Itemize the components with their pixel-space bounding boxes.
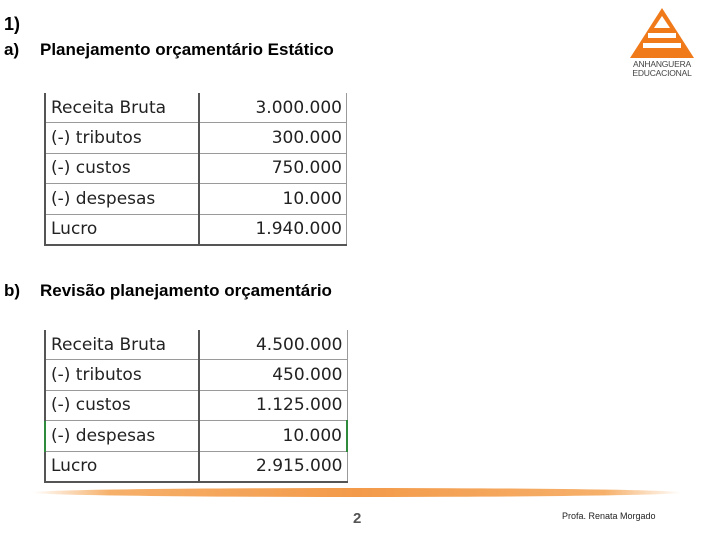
table-row	[45, 421, 347, 451]
author-credit: Profa. Renata Morgado	[562, 511, 656, 521]
section-b-letter: b)	[4, 281, 21, 300]
row-label: Lucro	[45, 451, 199, 482]
logo-line-1: ANHANGUERA	[633, 59, 691, 69]
table-row	[45, 153, 347, 183]
question-number: 1)	[4, 14, 21, 34]
section-a-heading	[4, 40, 334, 60]
row-value: 450.000	[199, 360, 347, 390]
row-value: 10.000	[199, 421, 347, 451]
row-label: Receita Bruta	[45, 330, 199, 360]
table-row	[45, 214, 347, 245]
table-row	[45, 184, 347, 214]
row-label: (-) custos	[45, 153, 199, 183]
row-value: 2.915.000	[199, 451, 347, 482]
section-b-heading	[4, 281, 332, 301]
table-row	[45, 330, 347, 360]
row-label: (-) despesas	[45, 421, 199, 451]
table-row	[45, 123, 347, 153]
section-a-letter: a)	[4, 40, 20, 59]
row-value: 750.000	[199, 153, 347, 183]
anhanguera-logo	[626, 6, 698, 80]
row-label: Receita Bruta	[45, 93, 199, 123]
row-value: 300.000	[199, 123, 347, 153]
section-a-title: Planejamento orçamentário Estático	[40, 40, 334, 59]
row-value: 1.125.000	[199, 390, 347, 420]
table-row	[45, 93, 347, 123]
row-label: Lucro	[45, 214, 199, 245]
table-row	[45, 360, 347, 390]
row-value: 1.940.000	[199, 214, 347, 245]
row-label: (-) despesas	[45, 184, 199, 214]
logo-line-2: EDUCACIONAL	[632, 68, 692, 78]
row-value: 10.000	[199, 184, 347, 214]
footer-divider	[32, 488, 682, 497]
page-number: 2	[353, 510, 362, 527]
logo-triangle-icon	[626, 6, 698, 60]
table-row	[45, 451, 347, 482]
row-value: 3.000.000	[199, 93, 347, 123]
row-label: (-) tributos	[45, 360, 199, 390]
row-value: 4.500.000	[199, 330, 347, 360]
table-row	[45, 390, 347, 420]
row-label: (-) custos	[45, 390, 199, 420]
row-label: (-) tributos	[45, 123, 199, 153]
budget-table-revised	[44, 330, 348, 483]
section-b-title: Revisão planejamento orçamentário	[40, 281, 332, 300]
budget-table-static	[44, 93, 347, 246]
